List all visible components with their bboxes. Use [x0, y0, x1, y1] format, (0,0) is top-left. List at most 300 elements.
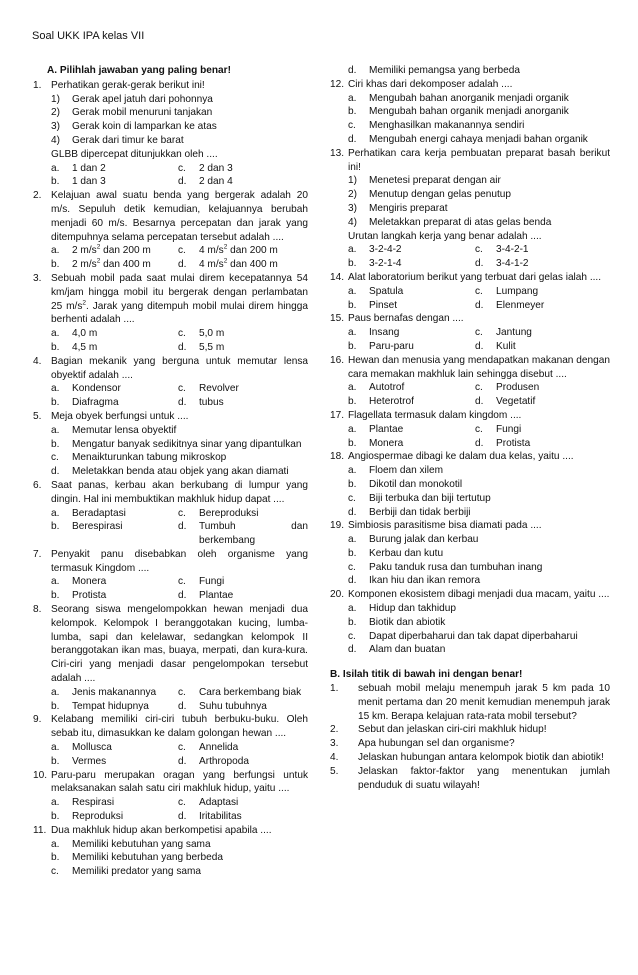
answer-option — [178, 810, 308, 824]
question-list-left — [33, 79, 308, 879]
option-letter: d. — [348, 133, 357, 145]
answer-option — [475, 285, 610, 299]
statement-item — [348, 202, 610, 216]
answer-option — [475, 395, 610, 409]
question-item — [33, 769, 308, 824]
question-item — [33, 548, 308, 603]
essay-question — [330, 682, 610, 723]
option-text: Vegetatif — [496, 396, 536, 408]
question-text: Komponen ekosistem dibagi menjadi dua macam, yaitu .... — [348, 589, 610, 601]
answer-options — [51, 244, 308, 272]
answer-option — [51, 865, 308, 879]
statement-number: 1) — [348, 175, 357, 187]
option-text: tubus — [199, 397, 224, 409]
question-row — [33, 713, 308, 741]
option-text: Jenis makanannya — [72, 686, 157, 698]
answer-option — [348, 285, 475, 299]
option-letter: b. — [348, 437, 357, 449]
option-letter: c. — [475, 327, 483, 339]
question-body — [51, 382, 308, 410]
answer-option — [51, 341, 178, 355]
option-text: Dikotil dan monokotil — [369, 478, 463, 490]
essay-number: 4. — [330, 752, 339, 764]
question-number: 3. — [33, 272, 42, 284]
question-body — [348, 174, 610, 271]
option-text: Elenmeyer — [496, 299, 545, 311]
answer-options — [51, 162, 308, 190]
answer-options — [348, 326, 610, 354]
option-text: Memiliki kebutuhan yang sama — [72, 838, 211, 850]
answer-option — [348, 492, 610, 506]
right-column — [330, 64, 610, 792]
answer-option — [178, 700, 308, 714]
section-a-title: A. Pilihlah jawaban yang paling benar! — [47, 65, 231, 76]
question-text: Seorang siswa mengelompokkan hewan menjadi dua kelompok. Kelompok I beranggotakan kucing, lumba-lumba, sapi dan kelelawar, sedangkan kelompok II beranggotakan ikan mas, buaya, merpati, dan kura-kura. Ciri-ciri yang menjadi dasar pengelompokan tersebut adalah .... — [51, 604, 308, 685]
question-number: 10. — [33, 769, 48, 781]
answer-options — [348, 243, 610, 271]
option-text: Jantung — [496, 327, 532, 339]
answer-option — [348, 478, 610, 492]
option-text: Menaikturunkan tabung mikroskop — [72, 452, 227, 464]
option-text: Paru-paru — [369, 340, 414, 352]
option-text: Monera — [72, 576, 107, 588]
essay-question — [330, 765, 610, 793]
option-text: Berbiji dan tidak berbiji — [369, 506, 471, 518]
answer-option — [51, 686, 178, 700]
section-b-title: B. Isilah titik di bawah ini dengan benar! — [330, 669, 523, 681]
option-letter: b. — [51, 397, 60, 409]
option-letter: c. — [178, 686, 186, 698]
option-text: Meletakkan benda atau objek yang akan diamati — [72, 466, 289, 478]
statement-text: Gerak koin di lamparkan ke atas — [72, 121, 217, 133]
option-text: Memiliki pemangsa yang berbeda — [369, 65, 520, 76]
question-row — [330, 78, 610, 92]
option-letter: c. — [178, 797, 186, 809]
answer-options — [348, 533, 610, 588]
answer-option — [475, 326, 610, 340]
question-row — [330, 147, 610, 175]
statement-item — [51, 106, 308, 120]
answer-options — [51, 686, 308, 714]
statement-text: Gerak mobil menuruni tanjakan — [72, 107, 213, 119]
answer-option — [348, 437, 475, 451]
option-text: Tumbuh dan berkembang — [199, 521, 308, 547]
question-text: Meja obyek berfungsi untuk .... — [51, 410, 189, 422]
option-letter: b. — [348, 258, 357, 270]
question-number: 8. — [33, 604, 42, 616]
answer-option — [178, 162, 308, 176]
option-letter: c. — [475, 285, 483, 297]
question-row — [330, 271, 610, 285]
option-letter: d. — [178, 259, 187, 271]
statement-number: 4) — [51, 134, 60, 146]
answer-option — [475, 381, 610, 395]
option-letter: d. — [475, 340, 484, 352]
option-text: Arthropoda — [199, 755, 249, 767]
option-text: 4 $m/s^2$ dan 200 m — [199, 244, 278, 257]
statement-number: 3) — [348, 202, 357, 214]
answer-option — [178, 507, 308, 521]
question-item — [33, 410, 308, 479]
answer-option — [348, 340, 475, 354]
answer-option — [348, 547, 610, 561]
answer-options — [51, 327, 308, 355]
option-text: Burung jalak dan kerbau — [369, 534, 479, 546]
option-letter: d. — [475, 299, 484, 311]
option-letter: a. — [348, 285, 357, 297]
question-body — [51, 686, 308, 714]
question-number: 19. — [330, 520, 345, 532]
option-letter: c. — [475, 382, 483, 394]
option-text: 3-4-2-1 — [496, 244, 529, 256]
option-text: Mengubah energi cahaya menjadi bahan organik — [369, 133, 588, 145]
answer-option — [348, 616, 610, 630]
option-text: Pinset — [369, 299, 398, 311]
answer-option — [348, 257, 475, 271]
answer-option — [178, 341, 308, 355]
option-letter: b. — [51, 438, 60, 450]
option-text: Bereproduksi — [199, 507, 259, 519]
option-letter: a. — [51, 797, 60, 809]
answer-option — [348, 105, 610, 119]
option-letter: a. — [348, 327, 357, 339]
answer-option — [178, 396, 308, 410]
option-letter: b. — [348, 340, 357, 352]
answer-options — [51, 796, 308, 824]
option-text: Memutar lensa obyektif — [72, 424, 177, 436]
question-item — [330, 450, 610, 519]
answer-options — [348, 602, 610, 657]
answer-option — [475, 243, 610, 257]
essay-number: 3. — [330, 738, 339, 750]
option-text: Dapat diperbaharui dan tak dapat diperbaharui — [369, 630, 578, 642]
option-text: Memiliki predator yang sama — [72, 866, 202, 878]
question-text: Kelabang memiliki ciri-ciri tubuh berbuku-buku. Oleh sebab itu, dimasukkan ke dalam golongan hewan .... — [51, 714, 308, 740]
answer-option — [178, 327, 308, 341]
question-row — [33, 272, 308, 327]
statement-text: Gerak dari timur ke barat — [72, 134, 184, 146]
answer-option — [348, 92, 610, 106]
question-item — [33, 79, 308, 189]
option-text: Tempat hidupnya — [72, 700, 149, 712]
answer-options — [348, 285, 610, 313]
question-body — [51, 796, 308, 824]
option-letter: a. — [51, 576, 60, 588]
question-row — [330, 450, 610, 464]
answer-options — [51, 838, 308, 879]
essay-text: Sebut dan jelaskan ciri-ciri makhluk hidup! — [358, 724, 547, 736]
answer-option — [51, 244, 178, 258]
option-text: Diafragma — [72, 397, 119, 409]
question-item — [33, 713, 308, 768]
answer-option — [348, 574, 610, 588]
essay-number: 5. — [330, 765, 339, 777]
question-row — [33, 548, 308, 576]
answer-option — [178, 258, 308, 272]
answer-option — [475, 437, 610, 451]
option-letter: a. — [348, 423, 357, 435]
option-letter: a. — [51, 507, 60, 519]
question-prompt: GLBB dipercepat ditunjukkan oleh .... — [51, 148, 218, 160]
question-row — [33, 824, 308, 838]
question-text: Paru-paru merupakan oragan yang berfungsi untuk melaksanakan salah satu ciri makhluk hidup, yaitu .... — [51, 769, 308, 795]
statement-item — [51, 134, 308, 148]
question-number: 16. — [330, 354, 345, 366]
option-letter: c. — [178, 245, 186, 257]
option-letter: a. — [348, 534, 357, 546]
option-letter: c. — [348, 120, 356, 132]
option-text: Respirasi — [72, 797, 115, 809]
essay-question — [330, 751, 610, 765]
question-list-right — [330, 64, 610, 657]
question-text: Sebuah mobil pada saat mulai direm kecepatannya 54 km/jam hingga mobil itu bergerak dengan perlambatan 25 $m/s^2$. Jarak yang ditempuh mobil mulai direm hingga berhenti adalah .... — [51, 272, 308, 326]
statement-number: 3) — [51, 121, 60, 133]
answer-option — [475, 257, 610, 271]
question-text: Paus bernafas dengan .... — [348, 313, 464, 325]
answer-option — [51, 575, 178, 589]
option-letter: a. — [348, 92, 357, 104]
option-letter: d. — [475, 396, 484, 408]
answer-option — [348, 299, 475, 313]
question-number: 20. — [330, 589, 345, 601]
option-text: Reproduksi — [72, 811, 124, 823]
question-row — [33, 479, 308, 507]
page-header: Soal UKK IPA kelas VII — [32, 30, 145, 42]
essay-text: sebuah mobil melaju menempuh jarak 5 km pada 10 menit pertama dan 20 menit kemudian menempuh jarak 15 km. Berapa kelajuan rata-rata mobil tersebut? — [358, 683, 610, 722]
option-letter: c. — [178, 507, 186, 519]
question-item — [330, 64, 610, 78]
answer-option — [178, 575, 308, 589]
essay-number: 2. — [330, 724, 339, 736]
question-row — [330, 312, 610, 326]
answer-option — [348, 119, 610, 133]
statement-text: Mengiris preparat — [369, 202, 448, 214]
essay-number: 1. — [330, 683, 339, 695]
option-letter: a. — [51, 328, 60, 340]
question-body — [51, 327, 308, 355]
answer-option — [475, 299, 610, 313]
answer-option — [51, 851, 308, 865]
essay-question — [330, 737, 610, 751]
option-letter: b. — [51, 755, 60, 767]
option-text: Spatula — [369, 285, 404, 297]
question-row — [33, 603, 308, 686]
option-letter: a. — [51, 838, 60, 850]
question-number: 17. — [330, 409, 345, 421]
option-text: 4 $m/s^2$ dan 400 m — [199, 257, 278, 271]
statement-item — [51, 93, 308, 107]
question-text: Perhatikan cara kerja pembuatan preparat basah berikut ini! — [348, 147, 610, 173]
question-text: Flagellata termasuk dalam kingdom .... — [348, 409, 522, 421]
question-text: Hewan dan menusia yang mendapatkan makanan dengan cara memakan makhluk lain sehingga disebut .... — [348, 354, 610, 380]
question-text: Angiospermae dibagi ke dalam dua kelas, yaitu .... — [348, 451, 574, 463]
answer-option — [348, 395, 475, 409]
question-text: Penyakit panu disebabkan oleh organisme yang termasuk Kingdom .... — [51, 548, 308, 574]
option-text: Heterotrof — [369, 396, 414, 408]
statement-text: Gerak apel jatuh dari pohonnya — [72, 93, 213, 105]
option-text: Biji terbuka dan biji tertutup — [369, 492, 491, 504]
question-number: 7. — [33, 548, 42, 560]
option-text: Cara berkembang biak — [199, 686, 302, 698]
question-row — [33, 769, 308, 797]
answer-option — [51, 382, 178, 396]
answer-option — [51, 755, 178, 769]
question-body — [348, 533, 610, 588]
option-text: Biotik dan abiotik — [369, 616, 446, 628]
option-text: Mollusca — [72, 742, 112, 754]
answer-option — [348, 243, 475, 257]
statement-number: 2) — [348, 189, 357, 201]
option-letter: a. — [51, 383, 60, 395]
question-number: 14. — [330, 271, 345, 283]
option-text: 5,0 m — [199, 328, 225, 340]
option-letter: c. — [178, 162, 186, 174]
option-text: 2 $m/s^2$ dan 400 m — [72, 257, 151, 271]
answer-option — [348, 506, 610, 520]
option-letter: c. — [475, 244, 483, 256]
question-row — [33, 410, 308, 424]
option-letter: a. — [51, 424, 60, 436]
answer-option — [178, 755, 308, 769]
option-letter: d. — [348, 65, 357, 76]
left-column — [33, 64, 308, 879]
question-body — [51, 838, 308, 879]
option-text: 3-2-1-4 — [369, 258, 402, 270]
option-text: Kulit — [496, 340, 516, 352]
question-body — [51, 93, 308, 190]
essay-text: Jelaskan hubungan antara kelompok biotik dan abiotik! — [358, 752, 604, 764]
question-text: Saat panas, kerbau akan berkubang di lumpur yang dingin. Hal ini membuktikan makhluk hidup dapat .... — [51, 479, 308, 505]
option-text: Mengubah bahan anorganik menjadi organik — [369, 92, 569, 104]
option-text: 4,0 m — [72, 328, 98, 340]
option-text: Iritabilitas — [199, 811, 242, 823]
option-letter: d. — [475, 437, 484, 449]
option-text: Fungi — [496, 423, 522, 435]
question-body — [51, 424, 308, 479]
option-text: Hidup dan takhidup — [369, 603, 456, 615]
answer-options — [51, 382, 308, 410]
option-text: Paku tanduk rusa dan tumbuhan inang — [369, 561, 543, 573]
option-letter: a. — [348, 603, 357, 615]
option-letter: d. — [51, 466, 60, 478]
answer-option — [51, 741, 178, 755]
question-body — [348, 285, 610, 313]
question-row — [33, 355, 308, 383]
question-body — [51, 507, 308, 548]
option-text: Floem dan xilem — [369, 465, 444, 477]
option-text: Suhu tubuhnya — [199, 700, 267, 712]
answer-option — [51, 507, 178, 521]
option-text: 2 dan 4 — [199, 176, 233, 188]
answer-option — [178, 520, 308, 548]
answer-option — [178, 589, 308, 603]
essay-question — [330, 723, 610, 737]
option-text: Adaptasi — [199, 797, 239, 809]
option-text: Menghasilkan makanannya sendiri — [369, 120, 525, 132]
option-letter: d. — [178, 811, 187, 823]
question-item — [33, 272, 308, 355]
option-text: 3-2-4-2 — [369, 244, 402, 256]
option-letter: c. — [178, 328, 186, 340]
answer-option — [51, 396, 178, 410]
statement-item — [348, 188, 610, 202]
question-number: 4. — [33, 355, 42, 367]
option-letter: b. — [51, 700, 60, 712]
answer-option — [348, 533, 610, 547]
question-body — [348, 602, 610, 657]
option-text: Revolver — [199, 383, 239, 395]
option-letter: b. — [51, 590, 60, 602]
option-letter: b. — [51, 521, 60, 533]
answer-option — [51, 796, 178, 810]
option-text: Produsen — [496, 382, 540, 394]
question-item — [33, 189, 308, 272]
option-letter: b. — [51, 176, 60, 188]
question-body — [348, 381, 610, 409]
option-text: 1 dan 2 — [72, 162, 106, 174]
option-text: 2 dan 3 — [199, 162, 233, 174]
answer-option — [348, 423, 475, 437]
option-letter: a. — [51, 162, 60, 174]
question-number: 6. — [33, 479, 42, 491]
question-body — [51, 575, 308, 603]
answer-options — [348, 464, 610, 519]
answer-option — [51, 589, 178, 603]
question-number: 18. — [330, 451, 345, 463]
question-text: Dua makhluk hidup akan berkompetisi apabila .... — [51, 824, 272, 836]
option-letter: a. — [348, 382, 357, 394]
question-text: Perhatikan gerak-gerak berikut ini! — [51, 79, 205, 91]
question-item — [33, 479, 308, 548]
question-number: 2. — [33, 190, 42, 202]
answer-option — [348, 381, 475, 395]
option-text: Autotrof — [369, 382, 405, 394]
option-letter: a. — [51, 686, 60, 698]
answer-option — [51, 175, 178, 189]
answer-option — [348, 561, 610, 575]
option-letter: c. — [348, 492, 356, 504]
essay-text: Apa hubungan sel dan organisme? — [358, 738, 515, 750]
question-body — [51, 741, 308, 769]
option-letter: d. — [348, 575, 357, 587]
option-letter: b. — [348, 547, 357, 559]
option-letter: c. — [178, 383, 186, 395]
option-letter: a. — [51, 742, 60, 754]
statement-item — [51, 120, 308, 134]
answer-options — [51, 424, 308, 479]
question-item — [330, 354, 610, 409]
question-body — [51, 244, 308, 272]
question-text: Ciri khas dari dekomposer adalah .... — [348, 78, 513, 90]
statement-number: 4) — [348, 216, 357, 228]
option-text: Monera — [369, 437, 404, 449]
option-text: 3-4-1-2 — [496, 258, 529, 270]
statement-number: 1) — [51, 93, 60, 105]
option-letter: c. — [178, 576, 186, 588]
answer-options — [51, 507, 308, 548]
option-letter: b. — [51, 259, 60, 271]
option-text: Kondensor — [72, 383, 121, 395]
statement-item — [348, 174, 610, 188]
option-text: Protista — [72, 590, 107, 602]
question-row — [33, 79, 308, 93]
question-body — [348, 326, 610, 354]
option-text: Lumpang — [496, 285, 539, 297]
question-row — [330, 409, 610, 423]
question-item — [330, 519, 610, 588]
question-row — [33, 189, 308, 244]
question-row — [330, 354, 610, 382]
